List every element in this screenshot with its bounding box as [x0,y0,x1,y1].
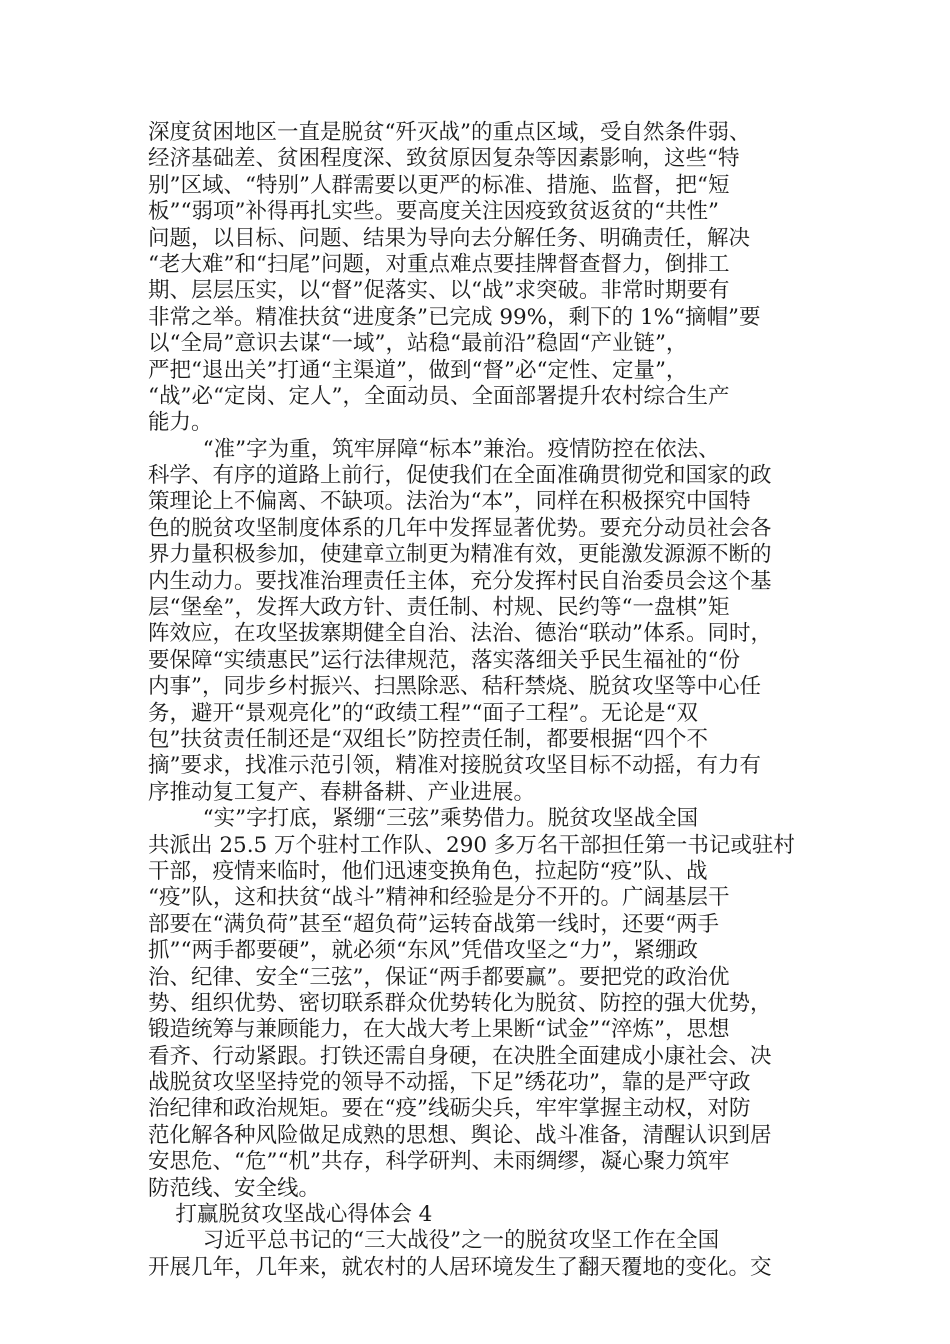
text-line: 习近平总书记的“三大战役”之一的脱贫攻坚工作在全国 [148,1228,720,1254]
text-line: 科学、有序的道路上前行，促使我们在全面准确贯彻党和国家的政 [148,463,772,489]
text-line: 包”扶贫责任制还是“双组长”防控责任制，都要根据“四个不 [148,726,708,752]
text-line: 要保障“实绩惠民”运行法律规范，落实落细关乎民生福祉的“份 [148,647,740,673]
text-line: 治纪律和政治规矩。要在“疫”线砺尖兵，牢牢掌握主动权，对防 [148,1096,751,1122]
text-line: 看齐、行动紧跟。打铁还需自身硬，在决胜全面建成小康社会、决 [148,1043,772,1069]
text-line: 范化解各种风险做足成熟的思想、舆论、战斗准备，清醒认识到居 [148,1122,772,1148]
text-line: 非常之举。精准扶贫“进度条”已完成 99%，剩下的 1%“摘帽”要 [148,304,761,330]
text-line: 期、层层压实，以“督”促落实、以“战”求突破。非常时期要有 [148,278,730,304]
text-line: “准”字为重，筑牢屏障“标本”兼治。疫情防控在依法、 [148,436,720,462]
text-line: “实”字打底，紧绷“三弦”乘势借力。脱贫攻坚战全国 [148,806,699,832]
document-body [148,120,828,1281]
text-line: 开展几年，几年来，就农村的人居环境发生了翻天覆地的变化。交 [148,1254,772,1280]
text-line: 战脱贫攻坚坚持党的领导不动摇，下足”绣花功”，靠的是严守政 [148,1070,751,1096]
text-line: “老大难”和“扫尾”问题，对重点难点要挂牌督查督力，倒排工 [148,251,730,277]
text-line: 内生动力。要找准治理责任主体，充分发挥村民自治委员会这个基 [148,568,772,594]
text-line: 共派出 25.5 万个驻村工作队、290 多万名干部担任第一书记或驻村 [148,832,795,858]
text-line: 防范线、安全线。 [148,1175,321,1201]
text-line: 策理论上不偏离、不缺项。法治为“本”，同样在积极探究中国特 [148,489,751,515]
text-line: 严把“退出关”打通“主渠道”，做到“督”必“定性、定量”， [148,357,688,383]
text-line: 深度贫困地区一直是脱贫“歼灭战”的重点区域，受自然条件弱、 [148,120,751,145]
text-line: 干部，疫情来临时，他们迅速变换角色，拉起防“疫”队、战 [148,858,708,884]
text-line: 层“堡垒”，发挥大政方针、责任制、村规、民约等“一盘棋”矩 [148,595,730,621]
text-line: 安思危、“危”“机”共存，科学研判、未雨绸缪，凝心聚力筑牢 [148,1149,730,1175]
text-line: 内事”，同步乡村振兴、扫黑除恶、秸秆禁烧、脱贫攻坚等中心任 [148,674,761,700]
text-line: 以“全局”意识去谋“一域”，站稳“最前沿”稳固“产业链”， [148,331,688,357]
text-line: 摘”要求，找准示范引领，精准对接脱贫攻坚目标不动摇，有力有 [148,753,761,779]
text-line: 问题，以目标、问题、结果为导向去分解任务、明确责任，解决 [148,225,751,251]
text-line: 色的脱贫攻坚制度体系的几年中发挥显著优势。要充分动员社会各 [148,515,772,541]
text-line: 务，避开“景观亮化”的“政绩工程”“面子工程”。无论是“双 [148,700,698,726]
text-line: 别”区域、“特别”人群需要以更严的标准、措施、监督，把“短 [148,172,730,198]
text-line: “疫”队，这和扶贫“战斗”精神和经验是分不开的。广阔基层干 [148,885,730,911]
text-line: 序推动复工复产、春耕备耕、产业进展。 [148,779,536,805]
text-line: 治、纪律、安全“三弦”，保证“两手都要赢”。要把党的政治优 [148,964,730,990]
text-line: 部要在“满负荷”甚至“超负荷”运转奋战第一线时，还要“两手 [148,911,719,937]
text-line: 势、组织优势、密切联系群众优势转化为脱贫、防控的强大优势， [148,990,772,1016]
text-line: 抓”“两手都要硬”，就必须“东风”凭借攻坚之“力”，紧绷政 [148,938,698,964]
text-line: 能力。 [148,410,213,436]
text-line: “战”必“定岗、定人”，全面动员、全面部署提升农村综合生产 [148,383,730,409]
text-line: 锻造统筹与兼顾能力，在大战大考上果断“试金”“淬炼”，思想 [148,1017,730,1043]
section-heading: 打赢脱贫攻坚战心得体会 4 [148,1202,433,1228]
text-line: 经济基础差、贫困程度深、致贫原因复杂等因素影响，这些“特 [148,146,740,172]
text-line: 板”“弱项”补得再扎实些。要高度关注因疫致贫返贫的“共性” [148,199,719,225]
text-line: 界力量积极参加，使建章立制更为精准有效，更能激发源源不断的 [148,542,772,568]
text-line: 阵效应，在攻坚拔寨期健全自治、法治、德治“联动”体系。同时， [148,621,772,647]
